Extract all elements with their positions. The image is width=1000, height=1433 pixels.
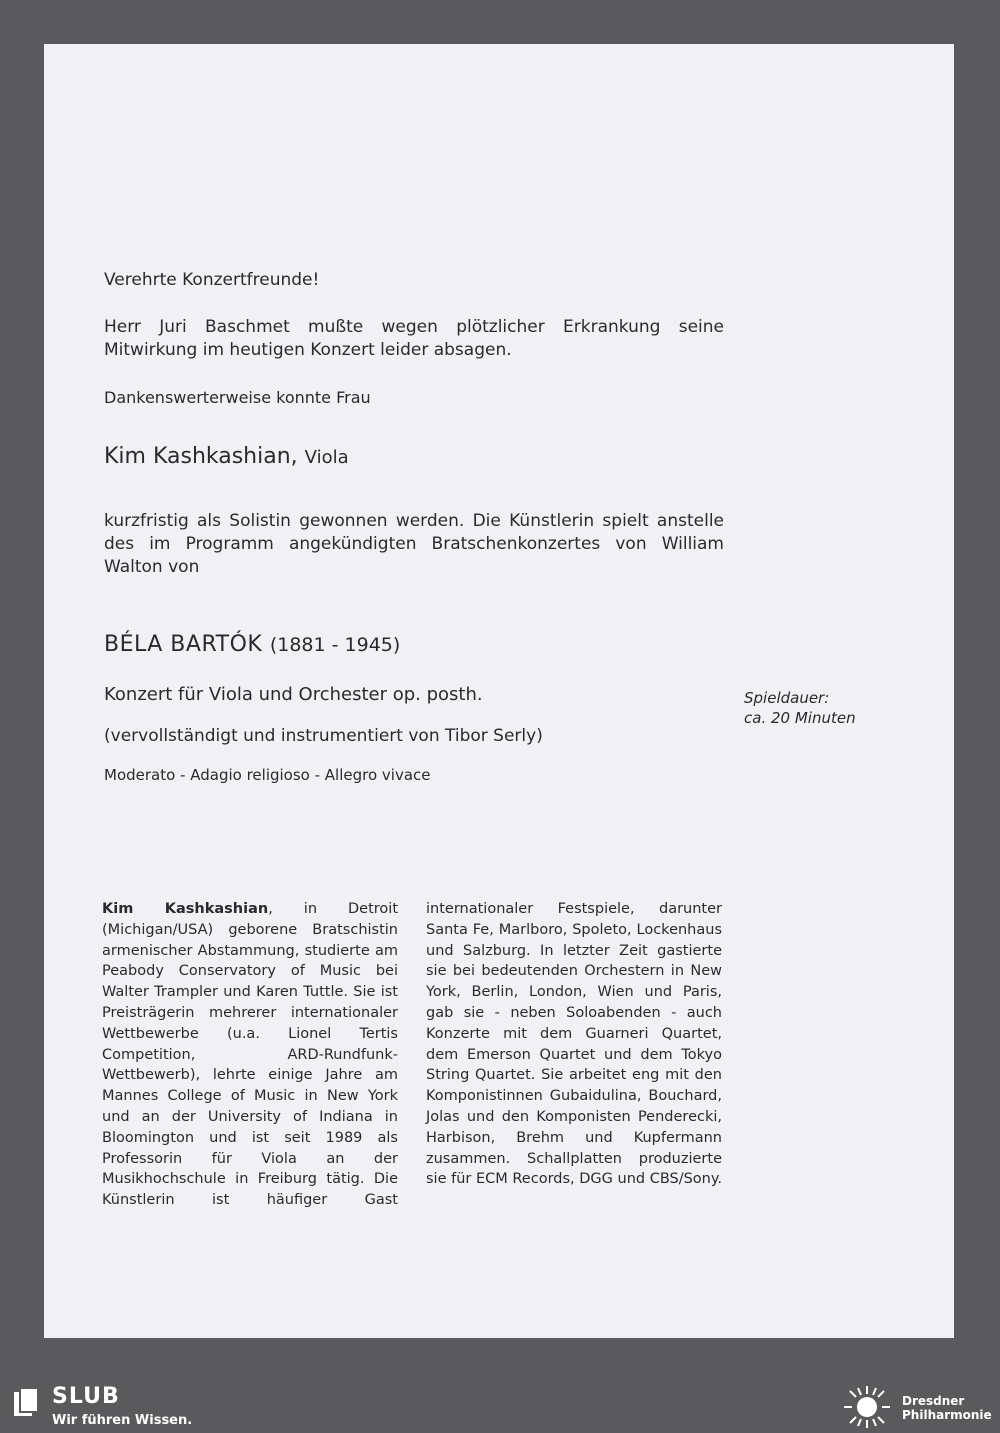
greeting: Verehrte Konzertfreunde! — [104, 270, 320, 290]
document-page — [44, 44, 954, 1338]
bio-name: Kim Kashkashian — [102, 901, 269, 917]
duration-note — [744, 688, 914, 728]
dp-line2: Philharmonie — [902, 1408, 992, 1422]
slub-tagline: Wir führen Wissen. — [52, 1413, 193, 1428]
work-editor: (vervollständigt und instrumentiert von Tibor Serly) — [104, 726, 543, 746]
bio-text: , in Detroit (Michigan/USA) geborene Bratschistin armenischer Abstammung, studierte am Peabody Conservatory of Music bei Walter Trampler und Karen Tuttle. Sie ist Preisträgerin mehrerer internationaler Wettbewerbe (u.a. Lionel Tertis Competition, ARD-Rundfunk-Wettbewerb), lehrte einige Jahre am Mannes College of Music in New York und an der University of Indiana in Bloomington und ist seit 1989 als Professorin für Viola an der Musikhochschule in Freiburg tätig. Die Künstlerin ist häufiger Gast internationaler Festspiele, darunter Santa Fe, Marlboro, Spoleto, Lockenhaus und Salzburg. In letzter Zeit gastierte sie bei bedeutenden Orchestern in New York, Berlin, London, Wien und Paris, gab sie - neben Soloabenden - auch Konzerte mit dem Guarneri Quartet, dem Emerson Quartet und dem Tokyo String Quartet. Sie arbeitet eng mit den Komponistinnen Gubaidulina, Bouchard, Jolas und den Komponisten Penderecki, Harbison, Brehm und Kupfermann zusammen. Schallplatten produzierte sie für ECM Records, DGG und CBS/Sony. — [102, 901, 722, 1209]
dresdner-philharmonie-logo-icon — [840, 1384, 894, 1430]
footer-bar — [0, 1380, 1000, 1433]
thanks-paragraph: Dankenswerterweise konnte Frau — [104, 388, 371, 407]
composer-name: BÉLA BARTÓK — [104, 632, 263, 657]
soloist-name: Kim Kashkashian, — [104, 444, 298, 469]
duration-label: Spieldauer: — [744, 689, 830, 707]
announcement-paragraph: Herr Juri Baschmet mußte wegen plötzlicher Erkrankung seine Mitwirkung im heutigen Konzert leider absagen. — [104, 317, 724, 360]
dp-line1: Dresdner — [902, 1394, 965, 1408]
soloist-line — [104, 444, 349, 469]
dresdner-philharmonie-name — [902, 1394, 992, 1422]
movements: Moderato - Adagio religioso - Allegro vivace — [104, 766, 431, 784]
slub-name: SLUB — [52, 1384, 120, 1409]
duration-value: ca. 20 Minuten — [744, 709, 856, 727]
artist-biography — [102, 899, 722, 1211]
soloist-role: Viola — [304, 447, 349, 468]
work-title: Konzert für Viola und Orchester op. posth. — [104, 684, 483, 705]
composer-line — [104, 632, 400, 657]
composer-years: (1881 - 1945) — [269, 634, 401, 656]
replacement-paragraph: kurzfristig als Solistin gewonnen werden. Die Künstlerin spielt anstelle des im Programm angekündigten Bratschenkonzertes von William Walton von — [104, 511, 724, 577]
slub-logo-icon — [12, 1386, 40, 1420]
